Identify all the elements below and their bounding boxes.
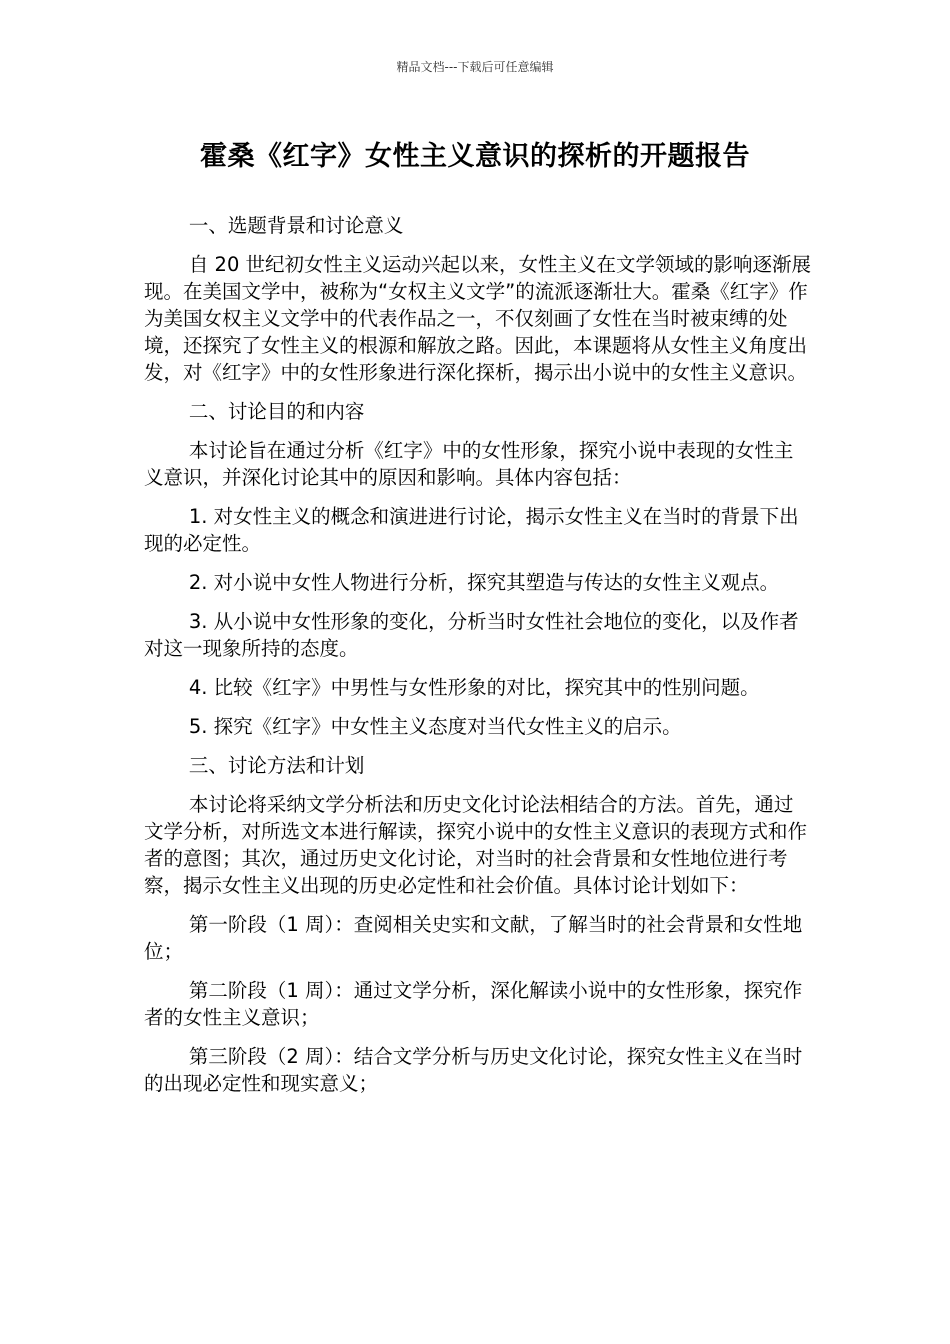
list-item: 3. 从小说中女性形象的变化，分析当时女性社会地位的变化，以及作者对这一现象所持的态度。 <box>144 610 799 660</box>
document-body <box>144 212 812 1109</box>
section-heading: 一、选题背景和讨论意义 <box>188 214 404 237</box>
list-item: 4. 比较《红字》中男性与女性形象的对比，探究其中的性别问题。 <box>188 676 760 699</box>
paragraph: 自 20 世纪初女性主义运动兴起以来，女性主义在文学领域的影响逐渐展现。在美国文学中，被称为“女权主义文学”的流派逐渐壮大。霍桑《红字》作为美国女权主义文学中的代表作品之一，不仅刻画了女性在当时被束缚的处境，还探究了女性主义的根源和解放之路。因此，本课题将从女性主义角度出发，对《红字》中的女性形象进行深化探析，揭示出小说中的女性主义意识。 <box>144 253 812 384</box>
list-item: 5. 探究《红字》中女性主义态度对当代女性主义的启示。 <box>188 715 682 738</box>
plan-stage: 第一阶段（1 周）：查阅相关史实和文献，了解当时的社会背景和女性地位； <box>144 913 803 963</box>
page-header: 精品文档---下载后可任意编辑 <box>396 60 554 74</box>
list-item: 2. 对小说中女性人物进行分析，探究其塑造与传达的女性主义观点。 <box>188 571 780 594</box>
list-item: 1. 对女性主义的概念和演进进行讨论，揭示女性主义在当时的背景下出现的必定性。 <box>144 505 799 555</box>
paragraph: 本讨论旨在通过分析《红字》中的女性形象，探究小说中表现的女性主义意识，并深化讨论其中的原因和影响。具体内容包括： <box>144 439 794 489</box>
section-heading: 三、讨论方法和计划 <box>188 754 365 777</box>
plan-stage: 第三阶段（2 周）：结合文学分析与历史文化讨论，探究女性主义在当时的出现必定性和现实意义； <box>144 1045 803 1095</box>
paragraph: 本讨论将采纳文学分析法和历史文化讨论法相结合的方法。首先，通过文学分析，对所选文本进行解读，探究小说中的女性主义意识的表现方式和作者的意图；其次，通过历史文化讨论，对当时的社会背景和女性地位进行考察，揭示女性主义出现的历史必定性和社会价值。具体讨论计划如下： <box>144 793 808 897</box>
section-heading: 二、讨论目的和内容 <box>188 400 365 423</box>
plan-stage: 第二阶段（1 周）：通过文学分析，深化解读小说中的女性形象，探究作者的女性主义意识； <box>144 979 803 1029</box>
document-title: 霍桑《红字》女性主义意识的探析的开题报告 <box>200 141 750 172</box>
